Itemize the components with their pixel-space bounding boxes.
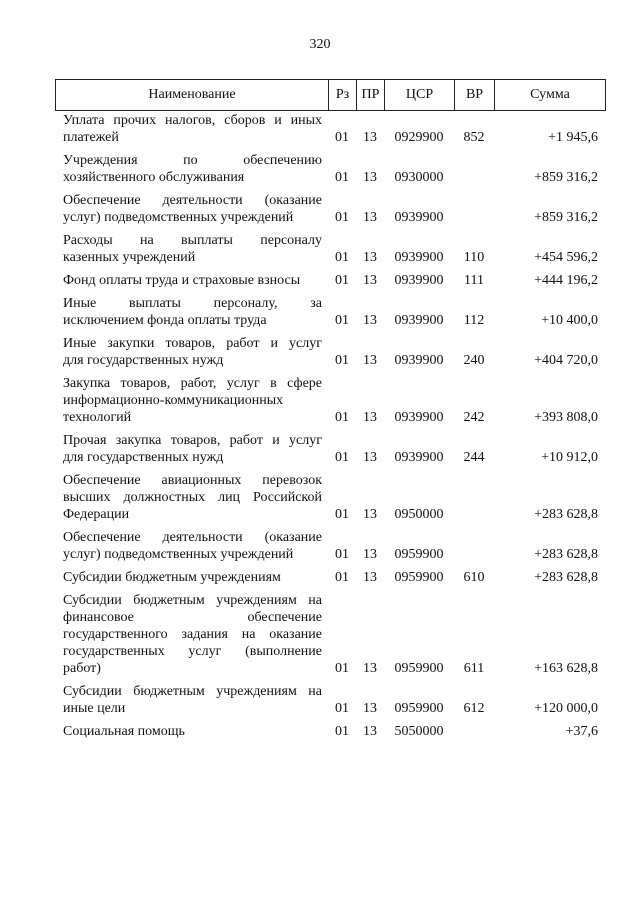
table-row (55, 683, 606, 717)
row-csr: 0939900 (394, 313, 444, 328)
row-sum: +444 196,2 (534, 273, 598, 288)
row-rz: 01 (335, 570, 349, 585)
table-row (55, 375, 606, 426)
row-name (55, 192, 328, 226)
row-vr: 111 (464, 273, 484, 288)
row-sum: +859 316,2 (534, 210, 598, 225)
table-body (55, 112, 606, 746)
row-rz: 01 (335, 410, 349, 425)
row-name-line: Фонд оплаты труда и страховые взносы (63, 273, 301, 288)
row-name (55, 232, 328, 266)
header-name: Наименование (56, 80, 329, 110)
row-csr: 0959900 (394, 701, 444, 716)
row-vr: 240 (463, 353, 485, 368)
table-row (55, 472, 606, 523)
row-name (55, 272, 328, 289)
row-csr: 0939900 (394, 250, 444, 265)
table-header (55, 79, 606, 111)
row-name (55, 592, 328, 677)
row-rz: 01 (335, 273, 349, 288)
table-row (55, 152, 606, 186)
row-name-line: финансовое обеспечение (63, 610, 322, 625)
row-csr: 0939900 (394, 210, 444, 225)
header-csr: ЦСР (385, 80, 455, 110)
row-pr: 13 (363, 170, 377, 185)
row-name (55, 683, 328, 717)
row-name-line: Иные выплаты персоналу, за (63, 296, 322, 311)
row-sum: +283 628,8 (534, 547, 598, 562)
header-pr: ПР (357, 80, 385, 110)
row-name-line: Уплата прочих налогов, сборов и иных (63, 113, 322, 128)
row-sum: +859 316,2 (534, 170, 598, 185)
row-sum: +10 912,0 (541, 450, 598, 465)
header-vr: ВР (455, 80, 495, 110)
table-row (55, 295, 606, 329)
row-name-line: Прочая закупка товаров, работ и услуг (63, 433, 322, 448)
row-name-line: услуг) подведомственных учреждений (63, 210, 294, 225)
row-name-line: информационно-коммуникационных (63, 393, 284, 408)
table-row (55, 723, 606, 740)
row-csr: 0939900 (394, 353, 444, 368)
row-name (55, 432, 328, 466)
row-rz: 01 (335, 353, 349, 368)
row-name (55, 335, 328, 369)
row-csr: 0959900 (394, 547, 444, 562)
row-name-line: технологий (63, 410, 132, 425)
row-name-line: Учреждения по обеспечению (63, 153, 322, 168)
row-vr: 110 (463, 250, 485, 265)
row-name-line: Социальная помощь (63, 724, 185, 739)
row-sum: +120 000,0 (534, 701, 598, 716)
row-name (55, 295, 328, 329)
row-vr (454, 472, 494, 523)
row-csr: 0939900 (394, 450, 444, 465)
row-name (55, 152, 328, 186)
row-csr: 0939900 (394, 410, 444, 425)
row-rz: 01 (335, 547, 349, 562)
row-rz: 01 (335, 210, 349, 225)
page-number: 320 (309, 37, 331, 52)
row-rz: 01 (335, 661, 349, 676)
row-sum: +10 400,0 (541, 313, 598, 328)
row-name (55, 529, 328, 563)
row-name-line: Субсидии бюджетным учреждениям (63, 570, 281, 585)
row-rz: 01 (335, 724, 349, 739)
row-name-line: Обеспечение авиационных перевозок (63, 473, 322, 488)
row-csr: 0950000 (394, 507, 444, 522)
row-pr: 13 (363, 701, 377, 716)
row-name-line: Субсидии бюджетным учреждениям на (63, 593, 322, 608)
row-vr: 244 (463, 450, 485, 465)
row-name-line: для государственных нужд (63, 353, 224, 368)
row-name-line: для государственных нужд (63, 450, 224, 465)
row-name-line: Федерации (63, 507, 130, 522)
row-rz: 01 (335, 313, 349, 328)
row-rz: 01 (335, 507, 349, 522)
row-name-line: Обеспечение деятельности (оказание (63, 530, 322, 545)
row-sum: +37,6 (565, 724, 598, 739)
row-name (55, 472, 328, 523)
row-csr: 0930000 (394, 170, 444, 185)
row-pr: 13 (363, 547, 377, 562)
row-name-line: высших должностных лиц Российской (63, 490, 322, 505)
row-vr: 611 (463, 661, 485, 676)
row-name-line: государственного задания на оказание (63, 627, 322, 642)
row-name-line: Обеспечение деятельности (оказание (63, 193, 322, 208)
table-row (55, 192, 606, 226)
row-name (55, 569, 328, 586)
table-row (55, 112, 606, 146)
row-vr (454, 529, 494, 563)
row-vr (454, 152, 494, 186)
row-vr (454, 192, 494, 226)
row-pr: 13 (363, 570, 377, 585)
row-vr: 610 (463, 570, 485, 585)
row-sum: +404 720,0 (534, 353, 598, 368)
row-vr: 852 (463, 130, 485, 145)
row-csr: 0929900 (394, 130, 444, 145)
row-rz: 01 (335, 450, 349, 465)
row-name (55, 375, 328, 426)
row-vr (454, 723, 494, 740)
row-pr: 13 (363, 353, 377, 368)
row-sum: +393 808,0 (534, 410, 598, 425)
header-rz: Рз (329, 80, 357, 110)
table-row (55, 335, 606, 369)
row-sum: +283 628,8 (534, 507, 598, 522)
table-row (55, 569, 606, 586)
row-rz: 01 (335, 170, 349, 185)
row-name-line: Расходы на выплаты персоналу (63, 233, 322, 248)
table-row (55, 232, 606, 266)
row-sum: +163 628,8 (534, 661, 598, 676)
row-sum: +454 596,2 (534, 250, 598, 265)
row-name-line: Иные закупки товаров, работ и услуг (63, 336, 322, 351)
row-name-line: услуг) подведомственных учреждений (63, 547, 294, 562)
row-csr: 0959900 (394, 570, 444, 585)
row-pr: 13 (363, 250, 377, 265)
row-name-line: работ) (63, 661, 101, 676)
row-pr: 13 (363, 210, 377, 225)
row-name-line: иные цели (63, 701, 126, 716)
row-name-line: казенных учреждений (63, 250, 196, 265)
row-pr: 13 (363, 724, 377, 739)
row-name-line: хозяйственного обслуживания (63, 170, 245, 185)
row-rz: 01 (335, 250, 349, 265)
row-name-line: исключением фонда оплаты труда (63, 313, 267, 328)
row-csr: 5050000 (394, 724, 444, 739)
row-sum: +1 945,6 (548, 130, 598, 145)
row-pr: 13 (363, 450, 377, 465)
row-pr: 13 (363, 313, 377, 328)
row-name-line: Закупка товаров, работ, услуг в сфере (63, 376, 322, 391)
row-csr: 0959900 (394, 661, 444, 676)
row-rz: 01 (335, 130, 349, 145)
row-pr: 13 (363, 661, 377, 676)
row-name-line: государственных услуг (выполнение (63, 644, 322, 659)
row-pr: 13 (363, 507, 377, 522)
row-csr: 0939900 (394, 273, 444, 288)
row-sum: +283 628,8 (534, 570, 598, 585)
table-row (55, 272, 606, 289)
table-row (55, 529, 606, 563)
row-name (55, 723, 328, 740)
row-vr: 242 (463, 410, 485, 425)
row-vr: 612 (463, 701, 485, 716)
table-row (55, 432, 606, 466)
row-pr: 13 (363, 410, 377, 425)
row-vr: 112 (463, 313, 485, 328)
row-pr: 13 (363, 273, 377, 288)
row-name-line: Субсидии бюджетным учреждениям на (63, 684, 322, 699)
row-rz: 01 (335, 701, 349, 716)
row-pr: 13 (363, 130, 377, 145)
row-name (55, 112, 328, 146)
header-sum: Сумма (530, 87, 570, 102)
row-name-line: платежей (63, 130, 119, 145)
table-row (55, 592, 606, 677)
